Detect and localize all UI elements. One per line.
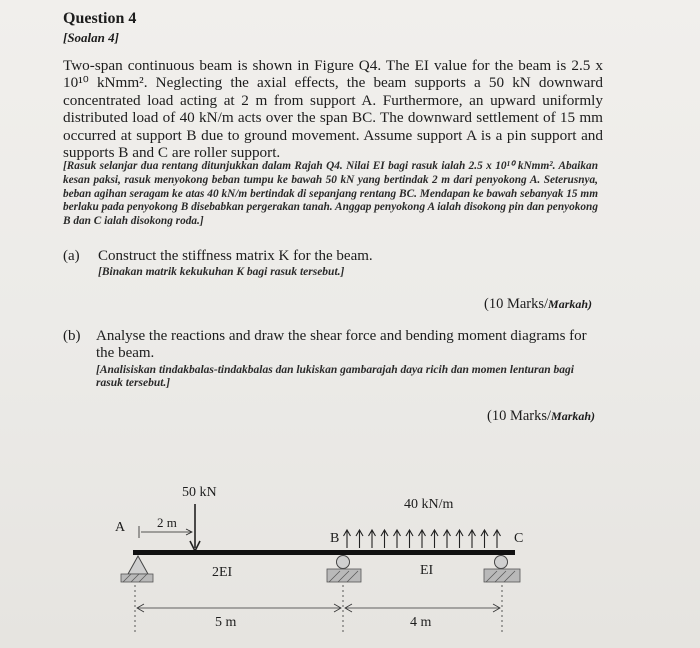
part-b-marks xyxy=(487,408,595,425)
support-b-label: B xyxy=(330,531,340,546)
udl-label: 40 kN/m xyxy=(404,497,454,512)
support-a-base xyxy=(121,574,153,582)
ei-bc-label: EI xyxy=(420,563,434,578)
part-b-label: (b) xyxy=(63,328,81,344)
support-b-roller xyxy=(337,556,350,569)
part-a-marks xyxy=(484,296,592,313)
udl-arrows xyxy=(344,530,501,548)
part-b-text-line1: Analyse the reactions and draw the shear force and bending moment diagrams for xyxy=(96,328,587,344)
point-load-label: 50 kN xyxy=(182,485,217,500)
beam-figure xyxy=(0,470,700,648)
dim-2m-label: 2 m xyxy=(157,515,177,530)
support-c-label: C xyxy=(514,531,524,546)
part-b-marks-ms: Markah) xyxy=(551,409,596,423)
question-text-english: Two-span continuous beam is shown in Figure Q4. The EI value for the beam is 2.5 x 10¹⁰ kNmm². Neglecting the axial effects, the beam supports a 50 kN downward concentrated load acting at 2 m from support A. Furthermore, an upward uniformly distributed load of 40 kN/m acts over the span BC. The downward settlement of 15 mm occurred at support B due to ground movement. Assume support A is a pin support and supports B and C are roller support. xyxy=(63,57,603,162)
part-a-label: (a) xyxy=(63,248,80,264)
part-b-text-line2: the beam. xyxy=(96,345,155,361)
part-b-malay-line2: rasuk tersebut.] xyxy=(96,377,171,389)
part-b-marks-en: (10 Marks/ xyxy=(487,408,552,424)
part-b-malay-line1: [Analisiskan tindakbalas-tindakbalas dan lukiskan gambarajah daya ricih dan momen lenturan bagi xyxy=(96,364,574,376)
question-text-malay: [Rasuk selanjar dua rentang ditunjukkan dalam Rajah Q4. Nilai EI bagi rasuk ialah 2.5 x 10¹⁰ kNmm². Abaikan kesan paksi, rasuk menyokong beban tumpu ke bawah 50 kN yang bertindak 2 m dari penyokong A. Seterusnya, beban agihan seragam ke atas 40 kN/m bertindak di sepanjang rentang BC. Mendapan ke bawah sebanyak 15 mm berlaku pada penyokong B disebabkan pergerakan tanah. Anggap penyokong A ialah disokong pin dan penyokong B dan C ialah disokong roda.] xyxy=(63,160,598,228)
part-a-malay: [Binakan matrik kekukuhan K bagi rasuk tersebut.] xyxy=(98,266,345,278)
question-title: Question 4 xyxy=(63,10,137,27)
part-a-marks-en: (10 Marks/ xyxy=(484,296,549,312)
beam xyxy=(133,550,515,555)
question-subtitle: [Soalan 4] xyxy=(63,30,119,45)
support-c-roller xyxy=(495,556,508,569)
span-ab-label: 5 m xyxy=(215,615,237,630)
span-bc-label: 4 m xyxy=(410,615,432,630)
support-a-pin xyxy=(128,556,148,574)
ei-ab-label: 2EI xyxy=(212,565,233,580)
support-a-label: A xyxy=(115,520,126,535)
support-b-base xyxy=(327,569,361,582)
part-a-marks-ms: Markah) xyxy=(548,297,593,311)
part-a-text: Construct the stiffness matrix K for the beam. xyxy=(98,248,373,264)
